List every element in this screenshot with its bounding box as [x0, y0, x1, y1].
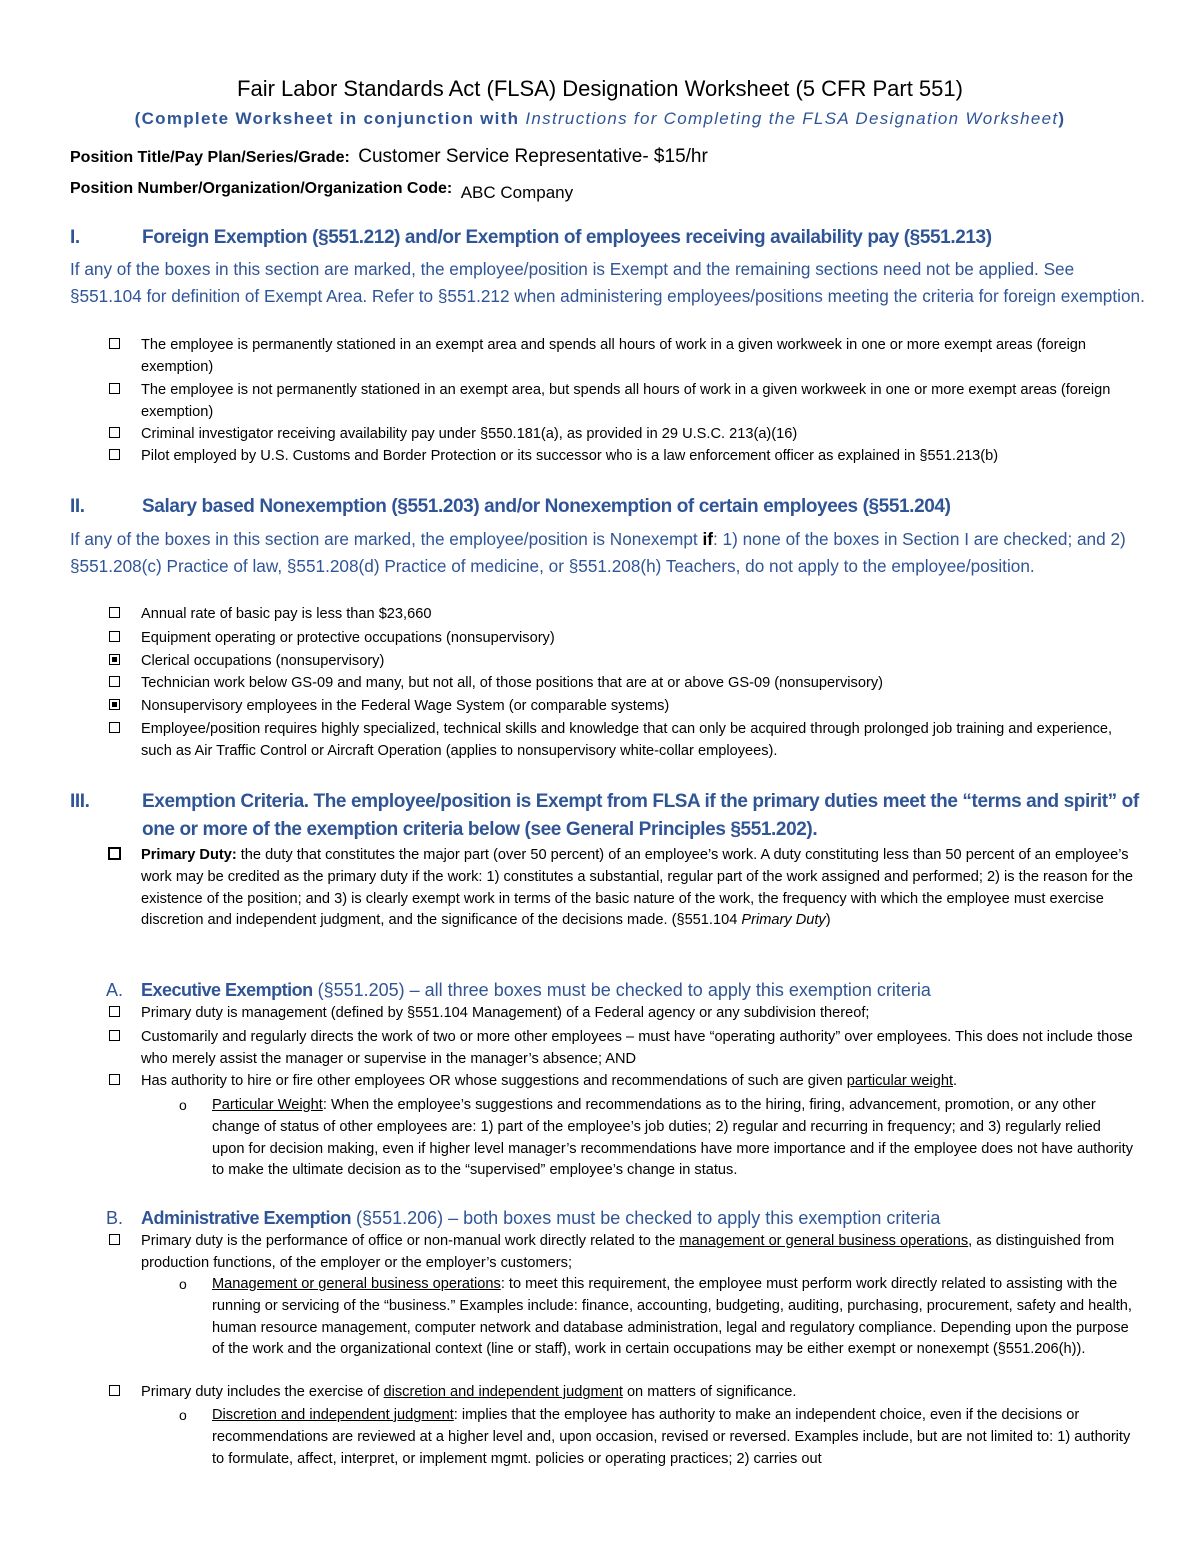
discretion-judgment-definition: o Discretion and independent judgment: implies that the employee has authority to make an independent choice, even if the decisions or recommendations are reviewed at a higher level and, upon occasion, revised or reversed. Examples include, but are not limited to: 1) authority to formulate, affect, interpret, or implement mgmt. policies or operating practices; 2) carries out [179, 1407, 1131, 1467]
section-2-item: Clerical occupations (nonsupervisory) [141, 651, 1141, 673]
checkbox-unchecked[interactable] [109, 449, 120, 460]
checkbox-unchecked[interactable] [109, 1234, 120, 1245]
checkbox-unchecked[interactable] [109, 427, 120, 438]
checkbox-unchecked[interactable] [108, 847, 121, 860]
position-title-label: Position Title/Pay Plan/Series/Grade: [70, 149, 350, 166]
bullet-icon: o [179, 1276, 187, 1292]
section-1-item: The employee is not permanently stationed in an exempt area, but spends all hours of work in a given workweek in one or more exempt areas (foreign exemption) [141, 380, 1141, 424]
section-3-heading: III. Exemption Criteria. The employee/position is Exempt from FLSA if the primary duties meet the “terms and spirit” of one or more of the exemption criteria below (see General Principles §551.202). [70, 791, 1139, 840]
checkbox-unchecked[interactable] [109, 1385, 120, 1396]
particular-weight-definition: o Particular Weight: When the employee’s suggestions and recommendations as to the hiring, firing, advancement, promotion, or any other change of status of other employees are: 1) part of the employee’s job duties; 2) regular and recurring in frequency; and 3) regularly relied upon for decision making, even if higher level manager’s recommendations have more importance and if the employee does not have authority to make the ultimate decision as to the “supervised” employee’s change in status. [179, 1097, 1134, 1179]
checkbox-unchecked[interactable] [109, 607, 120, 618]
position-title-field[interactable]: Customer Service Representative- $15/hr [358, 146, 708, 167]
section-2-item: Nonsupervisory employees in the Federal Wage System (or comparable systems) [141, 696, 1141, 718]
section-2-heading: II. Salary based Nonexemption (§551.203) and/or Nonexemption of certain employees (§551.204) [70, 496, 951, 517]
bullet-icon: o [179, 1407, 187, 1423]
management-operations-definition: o Management or general business operations: to meet this requirement, the employee must perform work directly related to assisting with the running or servicing of the “business.” Examples include: finance, accounting, budgeting, auditing, purchasing, procurement, safety and health, human resource management, computer network and database administration, legal and regulatory compliance. Depending upon the purpose of the work and the organizational context (line or staff), work in certain occupations may be either exempt or nonexempt (§551.206(h)). [179, 1276, 1132, 1358]
checkbox-unchecked[interactable] [109, 631, 120, 642]
checkbox-checked[interactable] [109, 699, 120, 710]
section-1-item: The employee is permanently stationed in an exempt area and spends all hours of work in a given workweek in one or more exempt areas (foreign exemption) [141, 335, 1141, 379]
document-subtitle: (Complete Worksheet in conjunction with Instructions for Completing the FLSA Designation Worksheet) [134, 109, 1066, 128]
position-number-label: Position Number/Organization/Organization Code: [70, 180, 453, 197]
section-2-item: Technician work below GS-09 and many, but not all, of those positions that are at or above GS-09 (nonsupervisory) [141, 673, 1141, 695]
position-number-field[interactable]: ABC Company [460, 183, 574, 202]
administrative-exemption-heading: B. Administrative Exemption (§551.206) – both boxes must be checked to apply this exemption criteria [106, 1208, 941, 1228]
checkbox-unchecked[interactable] [109, 722, 120, 733]
checkbox-unchecked[interactable] [109, 1006, 120, 1017]
checkbox-checked[interactable] [109, 654, 120, 665]
executive-item: Has authority to hire or fire other employees OR whose suggestions and recommendations of such are given particular weight. [141, 1071, 1141, 1093]
section-1-heading: I. Foreign Exemption (§551.212) and/or Exemption of employees receiving availability pay (§551.213) [70, 227, 992, 248]
section-2-item: Employee/position requires highly specialized, technical skills and knowledge that can only be acquired through prolonged job training and experience, such as Air Traffic Control or Aircraft Operation (applies to nonsupervisory white-collar employees). [141, 719, 1141, 763]
position-number-line [70, 177, 573, 200]
section-1-intro: If any of the boxes in this section are marked, the employee/position is Exempt and the remaining sections need not be applied. See §551.104 for definition of Exempt Area. Refer to §551.212 when administering employees/positions meeting the criteria for foreign exemption. [70, 259, 1145, 306]
document-title: Fair Labor Standards Act (FLSA) Designation Worksheet (5 CFR Part 551) [237, 76, 963, 101]
checkbox-unchecked[interactable] [109, 383, 120, 394]
section-1-item: Pilot employed by U.S. Customs and Border Protection or its successor who is a law enforcement officer as explained in §551.213(b) [141, 446, 1141, 468]
executive-exemption-heading: A. Executive Exemption (§551.205) – all three boxes must be checked to apply this exemption criteria [106, 980, 931, 1000]
section-2-item: Equipment operating or protective occupations (nonsupervisory) [141, 628, 1141, 650]
primary-duty-item: Primary Duty: the duty that constitutes the major part (over 50 percent) of an employee’s work. A duty constituting less than 50 percent of an employee’s work may be credited as the primary duty if the work: 1) constitutes a substantial, regular part of the work assigned and performed; 2) is the reason for the existence of the position; and 3) is clearly exempt work in terms of the basic nature of the work, the frequency with which the employee must exercise discretion and independent judgment, and the significance of the decisions made. (§551.104 Primary Duty) [141, 845, 1141, 932]
checkbox-unchecked[interactable] [109, 1074, 120, 1085]
administrative-item: Primary duty is the performance of office or non-manual work directly related to the management or general business operations, as distinguished from production functions, of the employer or the employer’s customers; [141, 1231, 1141, 1275]
checkbox-unchecked[interactable] [109, 338, 120, 349]
executive-item: Customarily and regularly directs the work of two or more other employees – must have “operating authority” over employees. This does not include those who merely assist the manager or supervise in the manager’s absence; AND [141, 1027, 1141, 1071]
section-1-item: Criminal investigator receiving availability pay under §550.181(a), as provided in 29 U.S.C. 213(a)(16) [141, 424, 1141, 446]
section-2-item: Annual rate of basic pay is less than $23,660 [141, 604, 1141, 626]
checkbox-unchecked[interactable] [109, 676, 120, 687]
bullet-icon: o [179, 1097, 187, 1113]
section-2-intro: If any of the boxes in this section are marked, the employee/position is Nonexempt if: 1) none of the boxes in Section I are checked; and 2) §551.208(c) Practice of law, §551.208(d) Practice of medicine, or §551.208(h) Teachers, do not apply to the employee/position. [70, 529, 1126, 576]
checkbox-unchecked[interactable] [109, 1030, 120, 1041]
position-title-line [70, 146, 708, 169]
administrative-item: Primary duty includes the exercise of discretion and independent judgment on matters of significance. [141, 1382, 1141, 1404]
executive-item: Primary duty is management (defined by §551.104 Management) of a Federal agency or any subdivision thereof; [141, 1003, 1141, 1025]
